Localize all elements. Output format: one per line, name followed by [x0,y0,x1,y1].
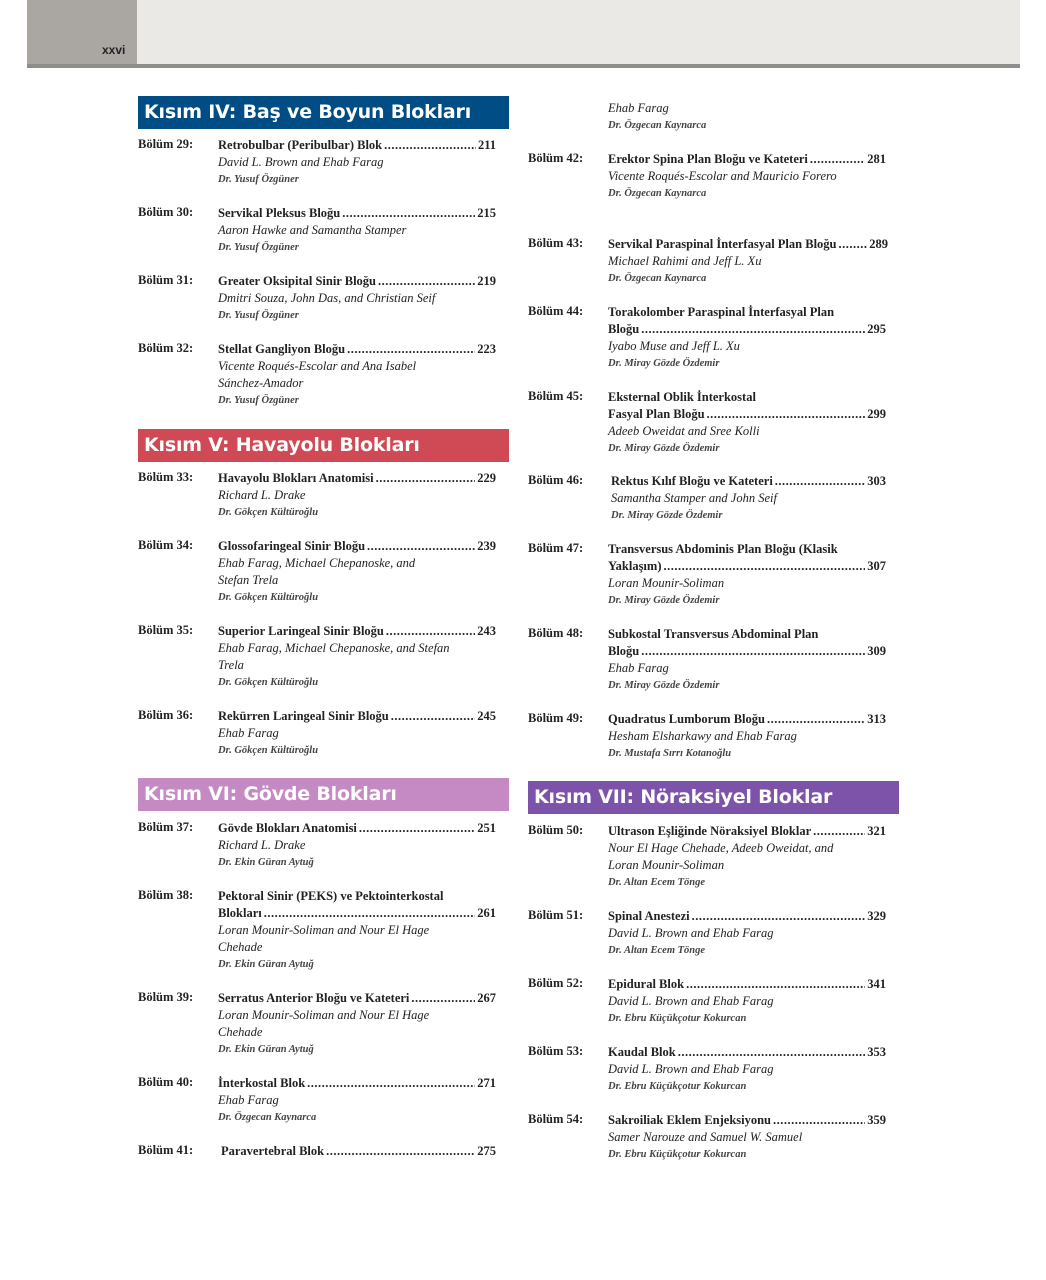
chapter-label: Bölüm 52: [528,976,584,990]
chapter-translator: Dr. Miray Gözde Özdemir [608,443,720,454]
chapter-page: 261 [477,906,496,920]
chapter-authors: Samer Narouze and Samuel W. Samuel [608,1130,803,1144]
chapter-page: 289 [869,237,888,251]
chapter-title-line1[interactable]: Subkostal Transversus Abdominal Plan [608,627,819,641]
chapter-label: Bölüm 43: [528,236,584,250]
chapter-title[interactable]: Havayolu Blokları Anatomisi [218,471,374,485]
chapter-translator: Dr. Özgecan Kaynarca [608,273,707,284]
chapter-title-line2[interactable]: Fasyal Plan Bloğu [608,407,705,421]
chapter-page: 229 [477,471,496,485]
chapter-authors: Michael Rahimi and Jeff L. Xu [608,254,762,268]
chapter-title-line1[interactable]: Eksternal Oblik İnterkostal [608,390,756,404]
chapter-page: 243 [477,624,496,638]
chapter-title[interactable]: Rektus Kılıf Bloğu ve Kateteri [611,474,773,488]
chapter-label: Bölüm 41: [138,1143,194,1157]
chapter-page: 359 [867,1113,886,1127]
chapter-authors: David L. Brown and Ehab Farag [608,1062,774,1076]
chapter-authors: Ehab Farag [608,101,669,115]
chapter-title[interactable]: Serratus Anterior Bloğu ve Kateteri [218,991,410,1005]
chapter-label: Bölüm 50: [528,823,584,837]
chapter-page: 215 [477,206,496,220]
chapter-page: 223 [477,342,496,356]
chapter-authors: Loran Mounir-Soliman [608,576,725,590]
chapter-page: 281 [867,152,886,166]
chapter-translator: Dr. Miray Gözde Özdemir [608,595,720,606]
chapter-translator: Dr. Altan Ecem Tönge [608,877,706,888]
chapter-page: 267 [477,991,496,1005]
chapter-translator: Dr. Yusuf Özgüner [218,310,299,321]
chapter-title-line1[interactable]: Transversus Abdominis Plan Bloğu (Klasik [608,542,838,556]
chapter-translator: Dr. Özgecan Kaynarca [218,1112,317,1123]
chapter-title[interactable]: Greater Oksipital Sinir Bloğu [218,274,377,288]
chapter-label: Bölüm 45: [528,389,584,403]
chapter-title[interactable]: Stellat Gangliyon Bloğu [218,342,346,356]
chapter-label: Bölüm 44: [528,304,584,318]
chapter-authors: Ehab Farag [608,661,669,675]
chapter-authors: Ehab Farag, Michael Chepanoske, and Stefan Trela [218,641,450,672]
chapter-translator: Dr. Gökçen Kültüroğlu [218,507,319,518]
chapter-authors: Vicente Roqués-Escolar and Ana Isabel Sánchez-Amador [218,359,417,390]
chapter-translator: Dr. Ekin Güran Aytuğ [218,857,314,868]
part-7-heading: Kısım VII: Nöraksiyel Bloklar [528,781,899,814]
chapter-translator: Dr. Mustafa Sırrı Kotanoğlu [608,748,732,759]
chapter-title[interactable]: Epidural Blok [608,977,685,991]
chapter-translator: Dr. Ekin Güran Aytuğ [218,1044,314,1055]
chapter-authors: Ehab Farag [218,1093,279,1107]
chapter-label: Bölüm 51: [528,908,584,922]
chapter-page: 313 [867,712,886,726]
chapter-label: Bölüm 53: [528,1044,584,1058]
chapter-label: Bölüm 46: [528,473,584,487]
chapter-translator: Dr. Yusuf Özgüner [218,174,299,185]
chapter-translator: Dr. Altan Ecem Tönge [608,945,706,956]
chapter-label: Bölüm 36: [138,708,194,722]
chapter-authors: Ehab Farag, Michael Chepanoske, and Stefan Trela [218,556,416,587]
chapter-authors: Vicente Roqués-Escolar and Mauricio Forero [608,169,837,183]
chapter-title[interactable]: Rekürren Laringeal Sinir Bloğu [218,709,389,723]
chapter-authors: David L. Brown and Ehab Farag [218,155,384,169]
chapter-authors: Richard L. Drake [218,488,306,502]
chapter-title-line2[interactable]: Blokları [218,906,262,920]
chapter-title[interactable]: Ultrason Eşliğinde Nöraksiyel Bloklar [608,824,812,838]
chapter-translator: Dr. Ebru Küçükçotur Kokurcan [608,1081,747,1092]
chapter-label: Bölüm 49: [528,711,584,725]
chapter-title-line2[interactable]: Yaklaşım) [608,559,662,573]
chapter-label: Bölüm 37: [138,820,194,834]
chapter-translator: Dr. Yusuf Özgüner [218,395,299,406]
chapter-page: 341 [867,977,886,991]
chapter-title[interactable]: Spinal Anestezi [608,909,690,923]
part-6-heading: Kısım VI: Gövde Blokları [138,778,509,811]
chapter-authors: Iyabo Muse and Jeff L. Xu [608,339,740,353]
chapter-label: Bölüm 30: [138,205,194,219]
chapter-translator: Dr. Ebru Küçükçotur Kokurcan [608,1149,747,1160]
chapter-title[interactable]: Quadratus Lumborum Bloğu [608,712,765,726]
header-band [27,0,1020,64]
header-rule [27,64,1020,68]
chapter-page: 309 [867,644,886,658]
chapter-translator: Dr. Miray Gözde Özdemir [611,510,723,521]
chapter-label: Bölüm 33: [138,470,194,484]
chapter-title[interactable]: Servikal Pleksus Bloğu [218,206,341,220]
chapter-label: Bölüm 48: [528,626,584,640]
chapter-page: 271 [477,1076,496,1090]
chapter-page: 307 [867,559,886,573]
chapter-page: 299 [867,407,886,421]
chapter-title[interactable]: Erektor Spina Plan Bloğu ve Kateteri [608,152,808,166]
chapter-authors: David L. Brown and Ehab Farag [608,994,774,1008]
chapter-label: Bölüm 29: [138,137,194,151]
chapter-label: Bölüm 39: [138,990,194,1004]
chapter-authors: Samantha Stamper and John Seif [611,491,777,505]
chapter-page: 245 [477,709,496,723]
chapter-authors: Hesham Elsharkawy and Ehab Farag [608,729,797,743]
chapter-page: 303 [867,474,886,488]
chapter-translator: Dr. Ebru Küçükçotur Kokurcan [608,1013,747,1024]
chapter-authors: Ehab Farag [218,726,279,740]
chapter-translator: Dr. Özgecan Kaynarca [608,120,707,131]
chapter-title[interactable]: Glossofaringeal Sinir Bloğu [218,539,366,553]
chapter-translator: Dr. Gökçen Kültüroğlu [218,677,319,688]
chapter-authors: Richard L. Drake [218,838,306,852]
chapter-translator: Dr. Yusuf Özgüner [218,242,299,253]
chapter-translator: Dr. Gökçen Kültüroğlu [218,592,319,603]
part-4-heading: Kısım IV: Baş ve Boyun Blokları [138,96,509,129]
chapter-page: 295 [867,322,886,336]
chapter-page: 251 [477,821,496,835]
chapter-authors: Dmitri Souza, John Das, and Christian Seif [218,291,436,305]
chapter-title-line1[interactable]: Torakolomber Paraspinal İnterfasyal Plan [608,305,835,319]
chapter-label: Bölüm 47: [528,541,584,555]
chapter-label: Bölüm 40: [138,1075,194,1089]
chapter-title[interactable]: Superior Laringeal Sinir Bloğu [218,624,384,638]
chapter-page: 353 [867,1045,886,1059]
chapter-authors: Nour El Hage Chehade, Adeeb Oweidat, and Loran Mounir-Soliman [608,841,834,872]
chapter-translator: Dr. Miray Gözde Özdemir [608,358,720,369]
chapter-authors: Adeeb Oweidat and Sree Kolli [608,424,760,438]
chapter-page: 329 [867,909,886,923]
chapter-title[interactable]: Sakroiliak Eklem Enjeksiyonu [608,1113,772,1127]
chapter-label: Bölüm 34: [138,538,194,552]
chapter-page: 239 [477,539,496,553]
chapter-title[interactable]: Gövde Blokları Anatomisi [218,821,357,835]
chapter-label: Bölüm 35: [138,623,194,637]
chapter-page: 211 [477,138,496,152]
chapter-translator: Dr. Ekin Güran Aytuğ [218,959,314,970]
chapter-page: 219 [477,274,496,288]
chapter-page: 275 [477,1144,496,1158]
chapter-title[interactable]: Retrobulbar (Peribulbar) Blok [218,138,383,152]
chapter-page: 321 [867,824,886,838]
page-number: xxvi [102,43,126,57]
chapter-translator: Dr. Miray Gözde Özdemir [608,680,720,691]
chapter-authors: David L. Brown and Ehab Farag [608,926,774,940]
chapter-label: Bölüm 38: [138,888,194,902]
chapter-title[interactable]: İnterkostal Blok [218,1076,306,1090]
chapter-label: Bölüm 54: [528,1112,584,1126]
chapter-translator: Dr. Gökçen Kültüroğlu [218,745,319,756]
chapter-authors: Loran Mounir-Soliman and Nour El Hage Chehade [218,1008,430,1039]
chapter-title[interactable]: Paravertebral Blok [221,1144,325,1158]
chapter-title-line1[interactable]: Pektoral Sinir (PEKS) ve Pektointerkostal [218,889,444,903]
chapter-authors: Loran Mounir-Soliman and Nour El Hage Chehade [218,923,430,954]
chapter-authors: Aaron Hawke and Samantha Stamper [218,223,407,237]
chapter-translator: Dr. Özgecan Kaynarca [608,188,707,199]
chapter-label: Bölüm 32: [138,341,194,355]
chapter-title[interactable]: Kaudal Blok [608,1045,676,1059]
chapter-title-line2[interactable]: Bloğu [608,322,640,336]
part-5-heading: Kısım V: Havayolu Blokları [138,429,509,462]
chapter-title[interactable]: Servikal Paraspinal İnterfasyal Plan Bloğu [608,237,837,251]
chapter-label: Bölüm 42: [528,151,584,165]
chapter-label: Bölüm 31: [138,273,194,287]
chapter-title-line2[interactable]: Bloğu [608,644,640,658]
